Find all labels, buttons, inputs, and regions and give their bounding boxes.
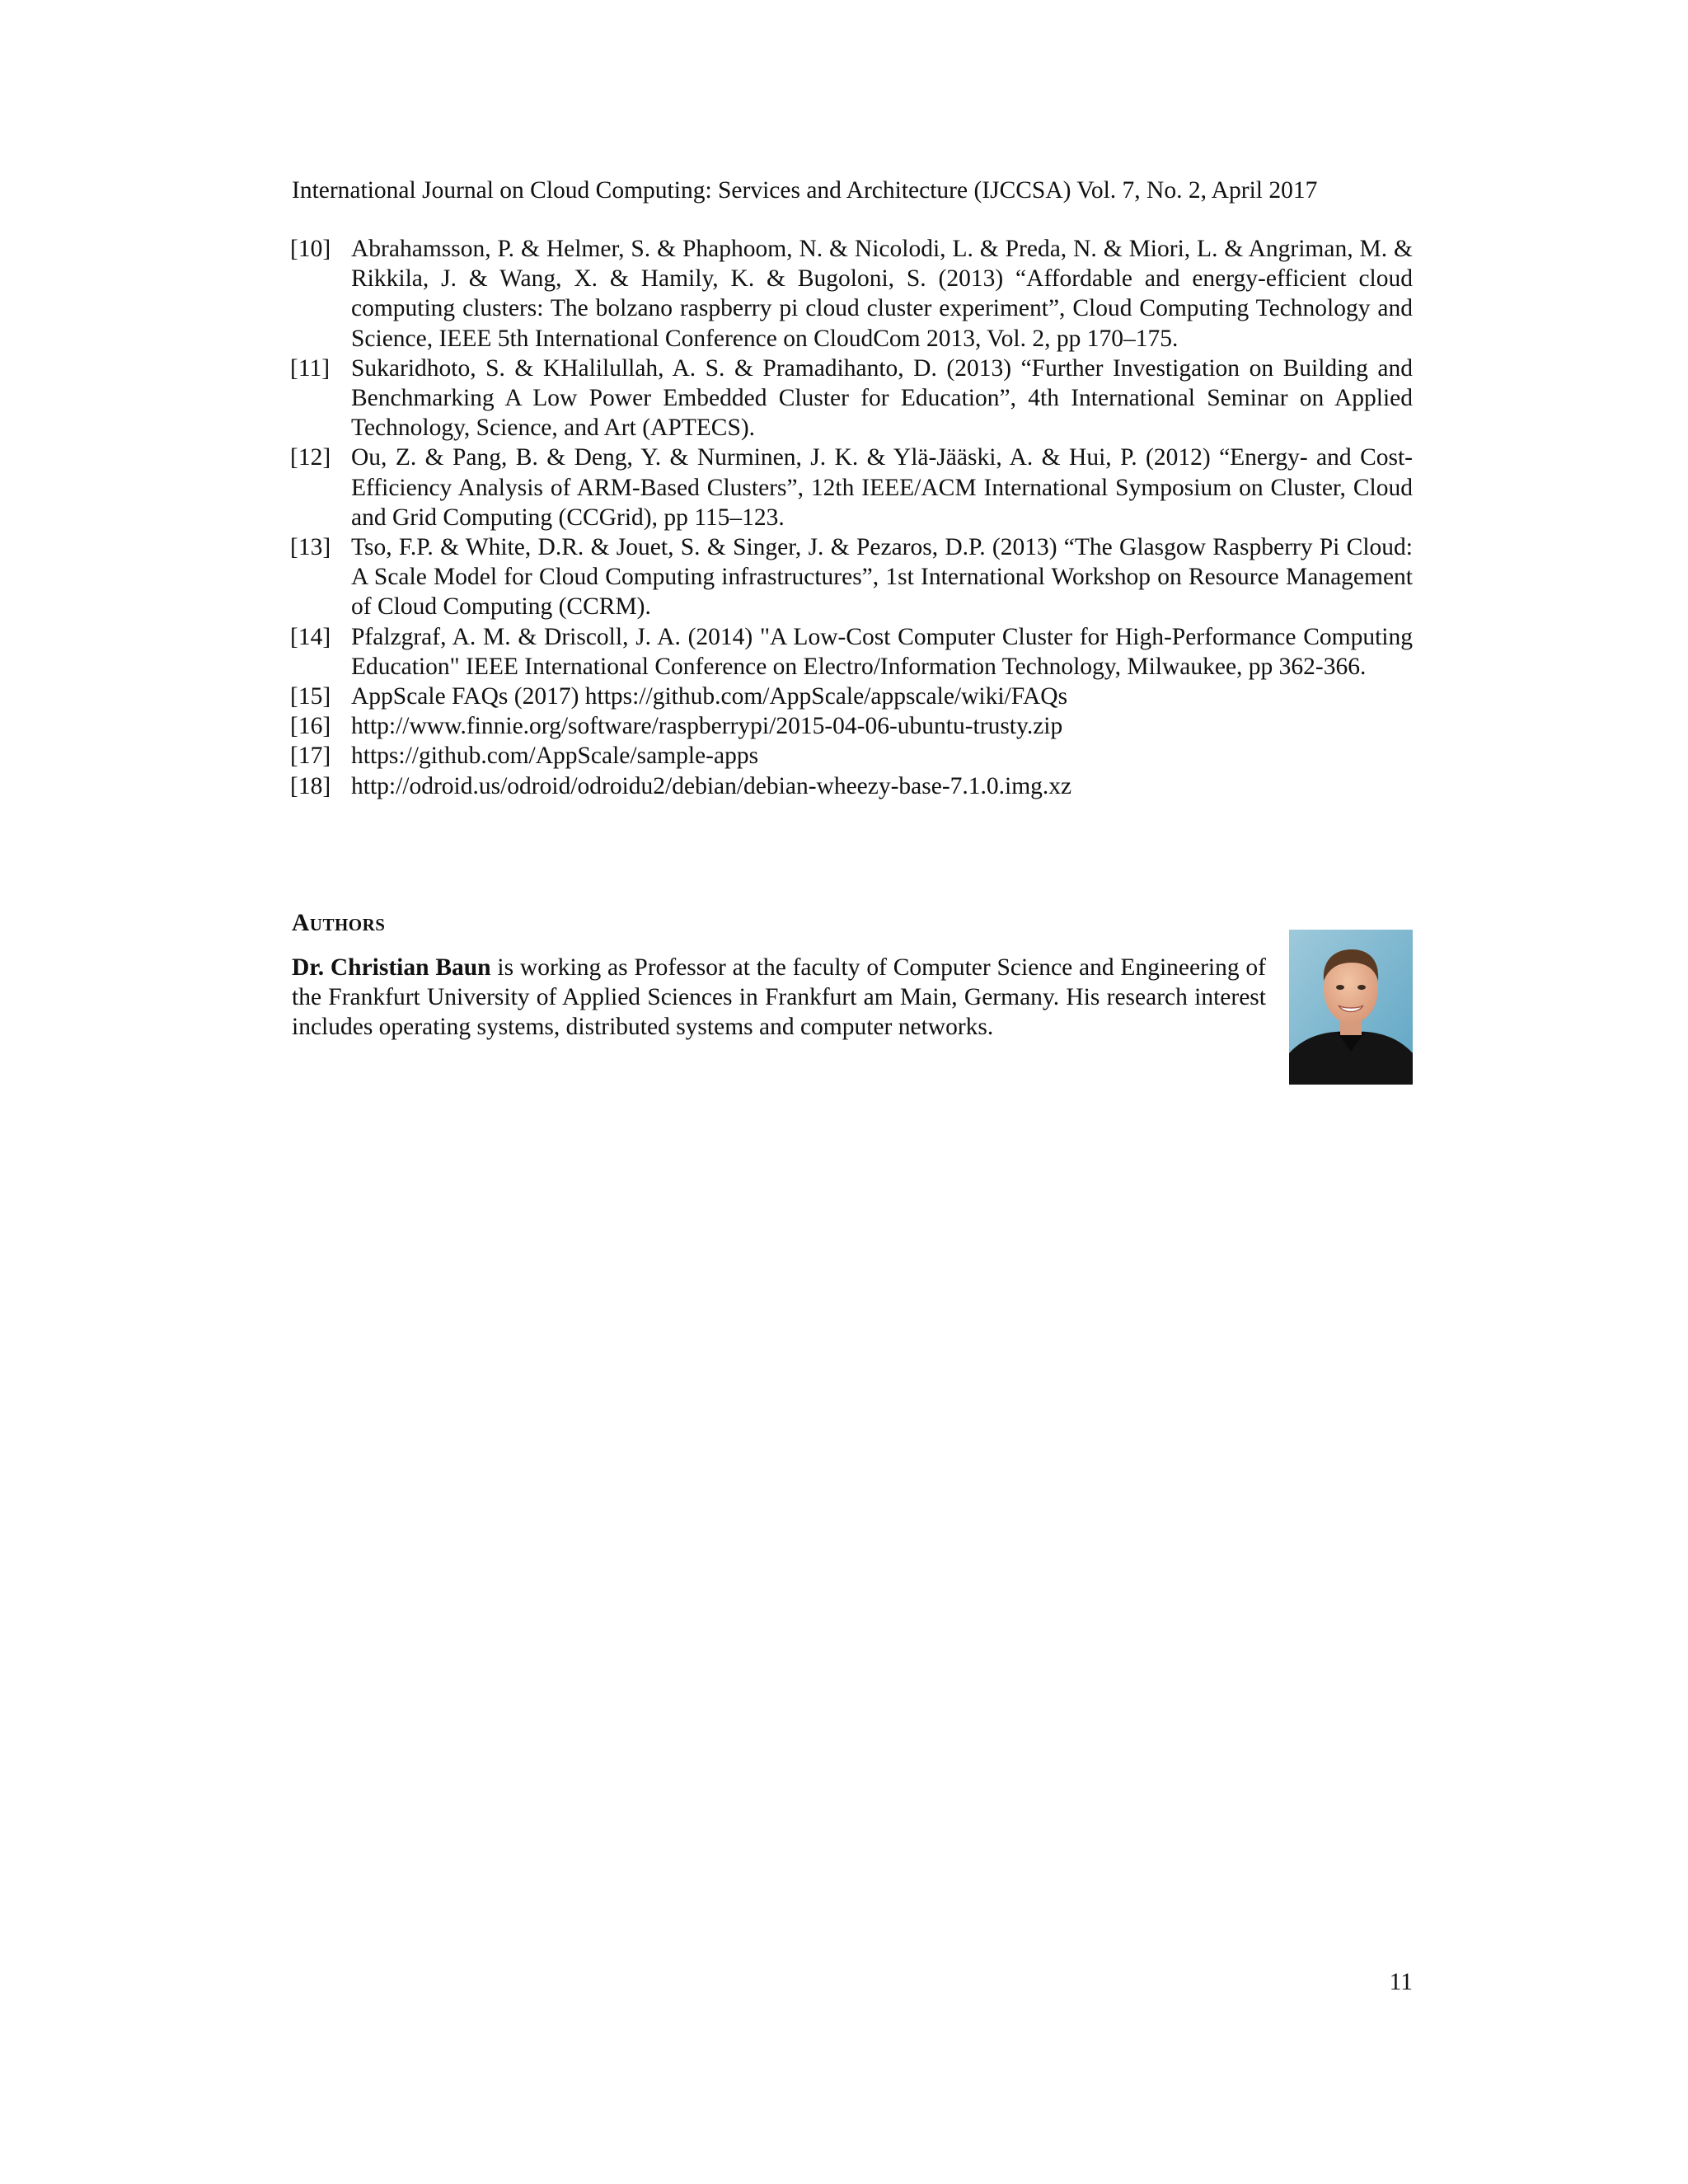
reference-number: [12] [290, 444, 331, 471]
page-number: 11 [1389, 1969, 1413, 1995]
reference-number: [13] [290, 534, 331, 561]
reference-text: Tso, F.P. & White, D.R. & Jouet, S. & Singer, J. & Pezaros, D.P. (2013) “The Glasgow Raspberry Pi Cloud: A Scale Model for Cloud Computing infrastructures”, 1st International Workshop on Resource Management of Cloud Computing (CCRM). [351, 534, 1413, 621]
reference-text: Sukaridhoto, S. & KHalilullah, A. S. & Pramadihanto, D. (2013) “Further Investigation on Building and Benchmarking A Low Power Embedded Cluster for Education”, 4th International Seminar on Applied Technology, Science, and Art (APTECS). [351, 354, 1413, 442]
reference-list [290, 234, 1413, 801]
reference-number: [11] [290, 354, 331, 382]
reference-text: https://github.com/AppScale/sample-apps [351, 743, 759, 770]
running-header: International Journal on Cloud Computing: Services and Architecture (IJCCSA) Vol. 7, No. 2, April 2017 [292, 177, 1318, 204]
reference-item [290, 234, 1413, 354]
author-name: Dr. Christian Baun [292, 954, 491, 981]
reference-text: http://www.finnie.org/software/raspberrypi/2015-04-06-ubuntu-trusty.zip [351, 713, 1063, 740]
reference-text: Ou, Z. & Pang, B. & Deng, Y. & Nurminen, J. K. & Ylä-Jääski, A. & Hui, P. (2012) “Energy- and Cost-Efficiency Analysis of ARM-Based Clusters”, 12th IEEE/ACM International Symposium on Cluster, Cloud and Grid Computing (CCGrid), pp 115–123. [351, 444, 1413, 531]
reference-item [290, 741, 1413, 771]
author-bio [292, 953, 1266, 1043]
reference-text: Pfalzgraf, A. M. & Driscoll, J. A. (2014) "A Low-Cost Computer Cluster for High-Performance Computing Education" IEEE International Conference on Electro/Information Technology, Milwaukee, pp 362-366. [351, 623, 1413, 680]
reference-number: [16] [290, 713, 331, 740]
authors-heading: Authors [292, 910, 386, 936]
reference-number: [15] [290, 683, 331, 710]
reference-number: [18] [290, 772, 331, 799]
reference-item [290, 354, 1413, 443]
reference-text: Abrahamsson, P. & Helmer, S. & Phaphoom, N. & Nicolodi, L. & Preda, N. & Miori, L. & Angriman, M. & Rikkila, J. & Wang, X. & Hamily, K. & Bugoloni, S. (2013) “Affordable and energy-efficient cloud computing clusters: The bolzano raspberry pi cloud cluster experiment”, Cloud Computing Technology and Science, IEEE 5th International Conference on CloudCom 2013, Vol. 2, pp 170–175. [351, 236, 1413, 352]
reference-number: [14] [290, 623, 331, 650]
reference-item [290, 443, 1413, 532]
reference-text: AppScale FAQs (2017) https://github.com/AppScale/appscale/wiki/FAQs [351, 683, 1068, 710]
author-bio-text: is working as Professor at the faculty of Computer Science and Engineering of the Frankfurt University of Applied Sciences in Frankfurt am Main, Germany. His research interest includes operating systems, distributed systems and computer networks. [292, 954, 1266, 1041]
reference-item [290, 711, 1413, 741]
reference-item [290, 771, 1413, 801]
reference-item [290, 622, 1413, 682]
reference-item [290, 682, 1413, 711]
reference-number: [17] [290, 743, 331, 770]
author-portrait-icon [1289, 930, 1413, 1085]
reference-text: http://odroid.us/odroid/odroidu2/debian/debian-wheezy-base-7.1.0.img.xz [351, 772, 1072, 799]
reference-number: [10] [290, 236, 331, 262]
reference-item [290, 532, 1413, 622]
